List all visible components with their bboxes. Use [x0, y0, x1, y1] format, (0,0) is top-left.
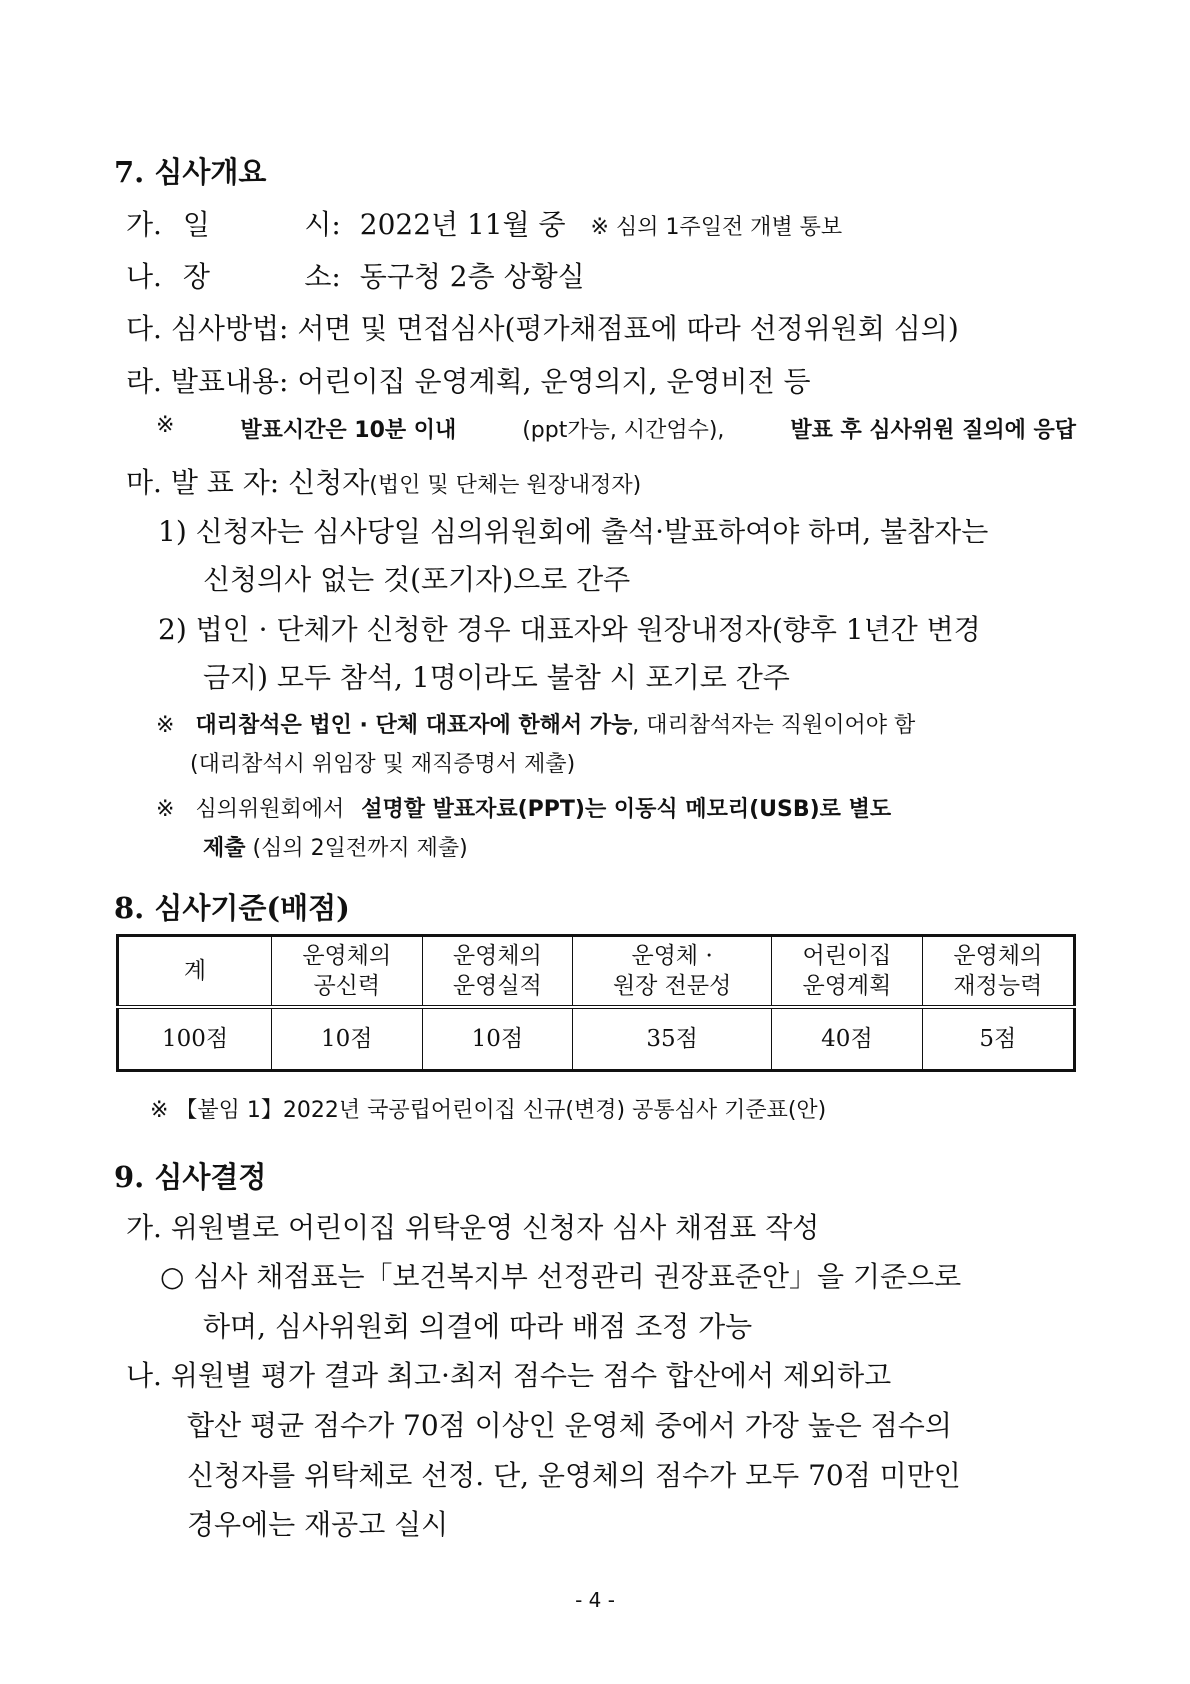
- presenter-paren: (법인 및 단체는 원장내정자): [369, 473, 642, 498]
- presenter-item-1-line-1: [158, 510, 1076, 550]
- presenter-item-1-line-2: 신청의사 없는 것(포기자)으로 간주: [203, 563, 631, 596]
- presentation-time-note: [156, 413, 1076, 444]
- method-line: 다. 심사방법: 서면 및 면접심사(평가채점표에 따라 선정위원회 심의): [126, 312, 959, 345]
- schedule-label: [183, 203, 341, 243]
- decision-item-na-line-4: 경우에는 재공고 실시: [187, 1508, 449, 1541]
- section-7-title: 7. 심사개요: [114, 155, 267, 189]
- decision-circle-line-1: ○ 심사 채점표는「보건복지부 선정관리 권장표준안」을 기준으로: [160, 1260, 962, 1293]
- schedule-line: [126, 203, 842, 243]
- criteria-header-cell: 운영체의 공신력: [272, 936, 423, 1008]
- note-mark: ※: [156, 797, 175, 822]
- decision-item-na-line-3: 신청자를 위탁체로 선정. 단, 운영체의 점수가 모두 70점 미만인: [187, 1459, 961, 1492]
- material-note-line-2: [203, 831, 468, 862]
- criteria-table: [116, 934, 1076, 1072]
- criteria-value-cell: 100점: [118, 1007, 272, 1071]
- criteria-value-cell: 40점: [772, 1007, 923, 1071]
- note-bold-text: 설명할 발표자료(PPT)는 이동식 메모리(USB)로 별도: [361, 797, 892, 822]
- note-bold-text: 대리참석은 법인 · 단체 대표자에 한해서 가능: [195, 713, 633, 738]
- venue-label-b: 소:: [304, 260, 341, 293]
- schedule-note: ※ 심의 1주일전 개별 통보: [590, 215, 843, 240]
- criteria-value-cell: 5점: [922, 1007, 1074, 1071]
- criteria-attachment-note: ※ 【붙임 1】2022년 국공립어린이집 신규(변경) 공통심사 기준표(안): [150, 1098, 827, 1123]
- criteria-value-row: [118, 1007, 1075, 1071]
- venue-line: [126, 255, 585, 295]
- venue-label: [183, 255, 341, 295]
- venue-value: 동구청 2층 상황실: [359, 260, 585, 293]
- schedule-prefix: 가.: [126, 208, 162, 241]
- criteria-header-cell: 어린이집 운영계획: [772, 936, 923, 1008]
- decision-item-na-line-2: 합산 평균 점수가 70점 이상인 운영체 중에서 가장 높은 점수의: [187, 1409, 952, 1442]
- item-text: 1) 신청자는 심사당일 심의위원회에 출석·발표하여야 하며, 불참자는: [158, 515, 989, 548]
- schedule-value: 2022년 11월 중: [359, 208, 566, 241]
- section-9-title: 9. 심사결정: [114, 1160, 267, 1194]
- criteria-value-cell: 10점: [272, 1007, 423, 1071]
- note-plain-text: (ppt가능, 시간엄수),: [522, 418, 725, 443]
- proxy-note-line-2: (대리참석시 위임장 및 재직증명서 제출): [190, 752, 576, 777]
- schedule-label-b: 시:: [304, 208, 341, 241]
- section-8-title: 8. 심사기준(배점): [114, 891, 350, 925]
- material-note-line-1: [156, 792, 891, 823]
- criteria-header-cell: 운영체의 운영실적: [422, 936, 573, 1008]
- presenter-value: 신청자: [288, 466, 370, 499]
- presenter-item-2-line-1: 2) 법인 · 단체가 신청한 경우 대표자와 원장내정자(향후 1년간 변경: [158, 613, 981, 646]
- criteria-value-cell: 35점: [573, 1007, 772, 1071]
- presentation-content-line: 라. 발표내용: 어린이집 운영계획, 운영의지, 운영비전 등: [126, 365, 811, 398]
- note-mark: ※: [156, 713, 175, 738]
- criteria-header-cell: 계: [118, 936, 272, 1008]
- note-bold-text: 발표시간은 10분 이내: [240, 418, 457, 443]
- decision-item-ga: 가. 위원별로 어린이집 위탁운영 신청자 심사 채점표 작성: [126, 1211, 820, 1244]
- schedule-label-a: 일: [182, 208, 210, 241]
- presenter-item-2-line-2: 금지) 모두 참석, 1명이라도 불참 시 포기로 간주: [203, 661, 790, 694]
- decision-circle-line-2: 하며, 심사위원회 의결에 따라 배점 조정 가능: [203, 1310, 753, 1343]
- presenter-label: 마. 발 표 자:: [126, 466, 280, 499]
- criteria-value-cell: 10점: [422, 1007, 573, 1071]
- proxy-note-line-1: [156, 708, 915, 739]
- note-mark: ※: [156, 413, 175, 438]
- decision-item-na-line-1: 나. 위원별 평가 결과 최고·최저 점수는 점수 합산에서 제외하고: [126, 1359, 892, 1392]
- page-number: - 4 -: [575, 1588, 615, 1612]
- criteria-header-row: [118, 936, 1075, 1008]
- venue-label-a: 장: [182, 260, 210, 293]
- criteria-header-cell: 운영체의 재정능력: [922, 936, 1074, 1008]
- venue-prefix: 나.: [126, 260, 162, 293]
- criteria-header-cell: 운영체 · 원장 전문성: [573, 936, 772, 1008]
- note-plain-text: 심의위원회에서: [195, 797, 345, 822]
- presenter-line: [126, 461, 641, 501]
- note-bold-text: 발표 후 심사위원 질의에 응답: [790, 418, 1076, 443]
- note-bold-text: 제출: [203, 836, 246, 861]
- note-plain-text: , 대리참석자는 직원이어야 함: [632, 713, 916, 738]
- note-plain-text: (심의 2일전까지 제출): [252, 836, 468, 861]
